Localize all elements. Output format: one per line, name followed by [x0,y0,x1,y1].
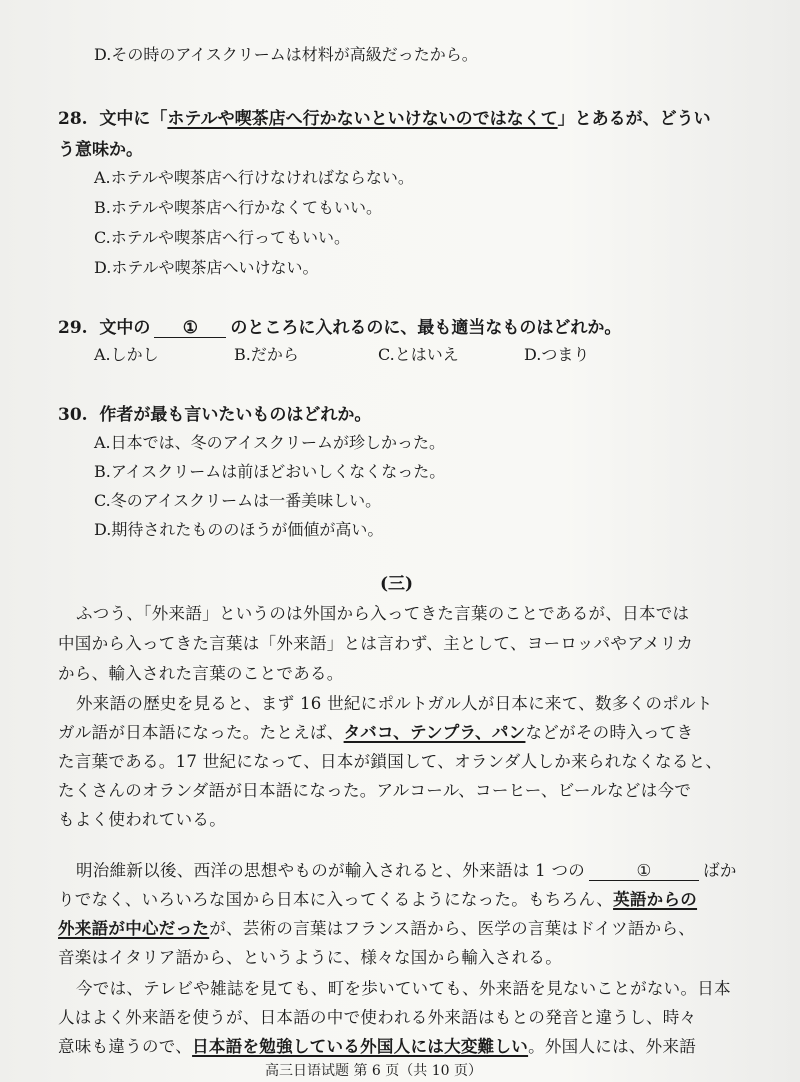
p4-line3-a: 意味も違うので、 [58,1037,193,1056]
q30-stem [58,400,371,425]
q29-option-c: C.とはいえ [378,345,459,364]
p3-blank: ① [589,862,699,881]
q28-option-a: A.ホテルや喫茶店へ行けなければならない。 [94,168,414,187]
p2-underlined-examples: タバコ、テンプラ、パン [343,723,526,742]
p4-line2: 人はよく外来語を使うが、日本語の中で使われる外来語はもとの発音と違うし、時々 [58,1008,697,1027]
p3-line4: 音楽はイタリア語から、というように、様々な国から輸入される。 [58,948,562,967]
section-title: (三) [380,574,414,594]
q30-option-a: A.日本では、冬のアイスクリームが珍しかった。 [94,433,446,452]
q30-text: 作者が最も言いたいものはどれか。 [99,405,372,425]
p3-line2-a: りでなく、いろいろな国から日本に入ってくるようになった。もちろん、 [58,890,614,909]
q29-stem [58,313,621,338]
q29-prefix: 文中の [99,318,151,338]
q30-option-c: C.冬のアイスクリームは一番美味しい。 [94,491,382,510]
q30-option-b: B.アイスクリームは前ほどおいしくなくなった。 [94,462,446,481]
q28-number: 28. [58,109,88,129]
q28-suffix: 」とあるが、どうい [557,109,711,129]
q28-option-c: C.ホテルや喫茶店へ行ってもいい。 [94,228,350,247]
q28-option-d: D.ホテルや喫茶店へいけない。 [94,258,319,277]
p2-line5: もよく使われている。 [58,810,226,829]
p3-line1-a: 明治維新以後、西洋の思想やものが輸入されると、外来語は 1 つの [76,861,586,880]
p2-line2-a: ガル語が日本語になった。たとえば、 [58,723,344,742]
p3-line1-b: ばか [703,861,737,880]
p3-underlined-2: 外来語が中心だった [58,919,210,938]
q30-number: 30. [58,405,88,425]
p3-line3 [58,915,695,939]
q28-stem-line2: う意味か。 [58,140,143,160]
p2-line2 [58,719,693,743]
p3-line1 [76,857,737,881]
q29-number: 29. [58,318,88,338]
show-through-text [505,40,733,57]
q28-stem [58,104,711,129]
p1-line3: から、輸入された言葉のことである。 [58,664,344,683]
q30-option-d: D.期待されたもののほうが価値が高い。 [94,520,384,539]
p3-line3-b: が、芸術の言葉はフランス語から、医学の言葉はドイツ語から、 [209,919,696,938]
q29-option-b: B.だから [234,345,299,364]
p2-line1: 外来語の歴史を見ると、まず 16 世紀にポルトガル人が日本に来て、数多くのポルト [76,694,713,713]
page-footer: 高三日语试题 第 6 页（共 10 页） [265,1063,482,1079]
q28-quote: ホテルや喫茶店へ行かないといけないのではなくて [167,109,558,129]
p2-line2-b: などがその時入ってき [525,723,694,742]
p2-line3: た言葉である。17 世紀になって、日本が鎖国して、オランダ人しか来られなくなると、 [58,752,723,771]
q29-blank: ① [154,319,226,338]
q28-option-b: B.ホテルや喫茶店へ行かなくてもいい。 [94,198,383,217]
p3-underlined-1: 英語からの [613,890,698,909]
p1-line1: ふつう、「外来語」というのは外国から入ってきた言葉のことであるが、日本では [76,604,690,623]
p4-underlined: 日本語を勉強している外国人には大変難しい [192,1037,529,1056]
q29-suffix: のところに入れるのに、最も適当なものはどれか。 [230,318,622,338]
p4-line3-b: 。外国人には、外来語 [528,1037,697,1056]
p4-line3 [58,1033,696,1057]
prev-option-d: D.その時のアイスクリームは材料が高級だったから。 [94,45,478,64]
p2-line4: たくさんのオランダ語が日本語になった。アルコール、コーヒー、ビールなどは今で [58,781,692,800]
q29-option-a: A.しかし [94,345,159,364]
p4-line1: 今では、テレビや雑誌を見ても、町を歩いていても、外来語を見ないことがない。日本 [76,979,731,998]
q28-prefix: 文中に「 [99,109,168,129]
q29-option-d: D.つまり [524,345,590,364]
p1-line2: 中国から入ってきた言葉は「外来語」とは言わず、主として、ヨーロッパやアメリカ [58,634,694,653]
p3-line2 [58,886,697,910]
